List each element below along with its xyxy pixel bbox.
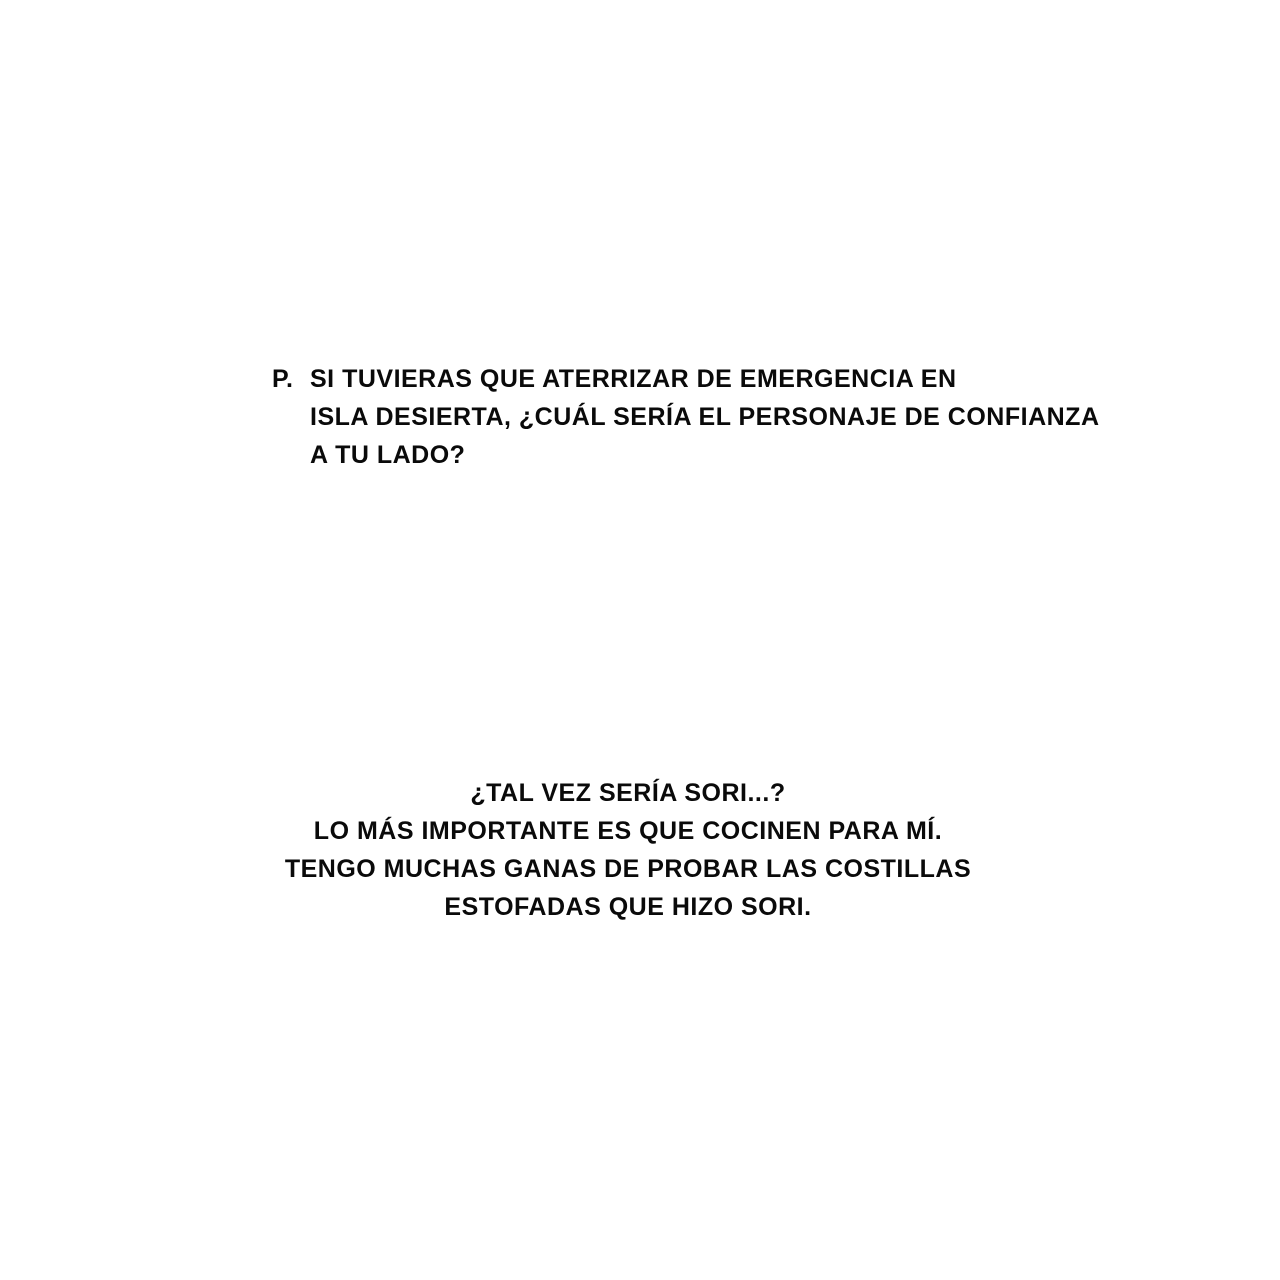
answer-block [148, 774, 1108, 926]
answer-line-1: ¿TAL VEZ SERÍA SORI...? [470, 779, 786, 807]
question-prefix: P. [272, 365, 294, 393]
answer-line-3: TENGO MUCHAS GANAS DE PROBAR LAS COSTILLAS [284, 855, 972, 883]
question-block [272, 360, 1100, 474]
answer-line-2: LO MÁS IMPORTANTE ES QUE COCINEN PARA MÍ. [313, 817, 943, 845]
answer-line-4: ESTOFADAS QUE HIZO SORI. [444, 893, 812, 921]
question-line-1: SI TUVIERAS QUE ATERRIZAR DE EMERGENCIA EN [310, 365, 957, 393]
question-line-2: ISLA DESIERTA, ¿CUÁL SERÍA EL PERSONAJE DE CONFIANZA [310, 403, 1100, 431]
question-lines [310, 360, 1100, 474]
question-line-3: A TU LADO? [310, 441, 466, 469]
